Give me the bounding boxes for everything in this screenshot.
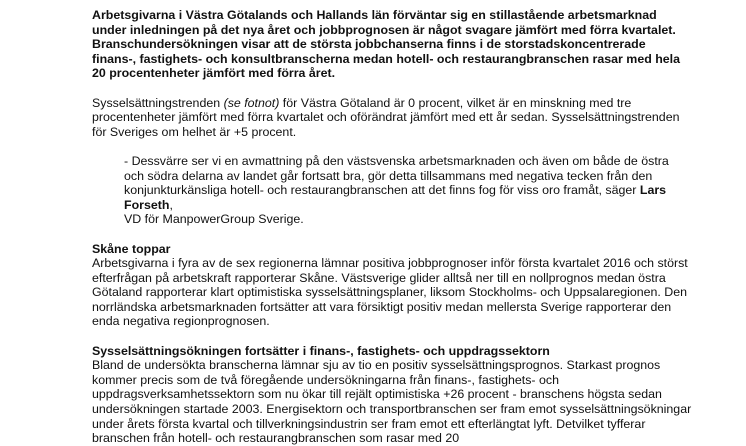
quote-comma: , bbox=[169, 197, 173, 212]
paragraph-spacer bbox=[92, 139, 692, 154]
lead-paragraph: Arbetsgivarna i Västra Götalands och Hallands län förväntar sig en stillastående arbetsmarknad under inledningen på det nya året och jobbprognosen är något svagare jämfört med förra kvartalet. Branschundersökningen visar att de största jobbchanserna finns i de storstadskoncentrerade finans-, fastighets- och konsultbranscherna medan hotell- och restaurangbranschen rasar med hela 20 procentenheter jämfört med förra året. bbox=[92, 8, 681, 81]
trend-text-end: för Västra Götaland är 0 procent, vilket är en minskning med tre procentenheter jämfört med förra kvartalet och oförändrat jämfört med ett år sedan. Sysselsättningstrenden för Sveriges om helhet är +5 procent. bbox=[92, 95, 680, 139]
paragraph-spacer bbox=[92, 227, 692, 242]
section-heading-sectors: Sysselsättningsökningen fortsätter i finans-, fastighets- och uppdragssektorn bbox=[92, 343, 550, 358]
trend-paragraph bbox=[92, 96, 692, 140]
section-body-skane: Arbetsgivarna i fyra av de sex regionerna lämnar positiva jobbprognoser inför första kvartalet 2016 och störst efterfrågan på arbetskraft rapporterar Skåne. Västsverige glider alltså ner till en nollprognos medan östra Götaland rapporterar klart optimistiska sysselsättningsplaner, liksom Stockholms- och Uppsalaregionen. Den norrländska arbetsmarknaden fortsätter att vara försiktigt positiv medan mellersta Sverige rapporterar den enda negativa regionprognosen. bbox=[92, 256, 688, 329]
press-release-body bbox=[92, 8, 692, 446]
paragraph-spacer bbox=[92, 329, 692, 344]
section-body-clip bbox=[92, 358, 692, 446]
section-heading-skane: Skåne toppar bbox=[92, 241, 171, 256]
trend-text-start: Sysselsättningstrenden bbox=[92, 95, 224, 110]
quote-speaker: Lars Forseth bbox=[124, 183, 667, 212]
quote-text: - Dessvärre ser vi en avmattning på den västsvenska arbetsmarknaden och även om både de östra och södra delarna av landet går fortsatt bra, gör detta tillsammans med negativa tecken från den konjunkturkänsliga hotell- och restaurangbranschen att det finns fog för viss oro framåt, säger bbox=[124, 153, 669, 198]
paragraph-spacer bbox=[92, 81, 692, 96]
footnote-reference: (se fotnot) bbox=[223, 95, 280, 110]
quote-speaker-role: VD för ManpowerGroup Sverige. bbox=[124, 212, 304, 227]
section-body-sectors: Bland de undersökta branscherna lämnar sju av tio en positiv sysselsättningsprognos. Starkast prognos kommer precis som de två föregående undersökningarna från finans-, fastighets- och uppdragsverksamhetssektorn som nu ökar till rejält optimistiska +26 procent - branschens högsta sedan undersökningen startade 2003. Energisektorn och transportbranschen ser fram emot sysselsättningsökningar under årets första kvartal och tillverkningsindustrin ser fram emot ett efterlängtat lyft. Detvilket tyfferar branschen från hotell- och restaurangbranschen som rasar med 20 bbox=[92, 358, 692, 446]
quote-paragraph bbox=[124, 154, 684, 227]
